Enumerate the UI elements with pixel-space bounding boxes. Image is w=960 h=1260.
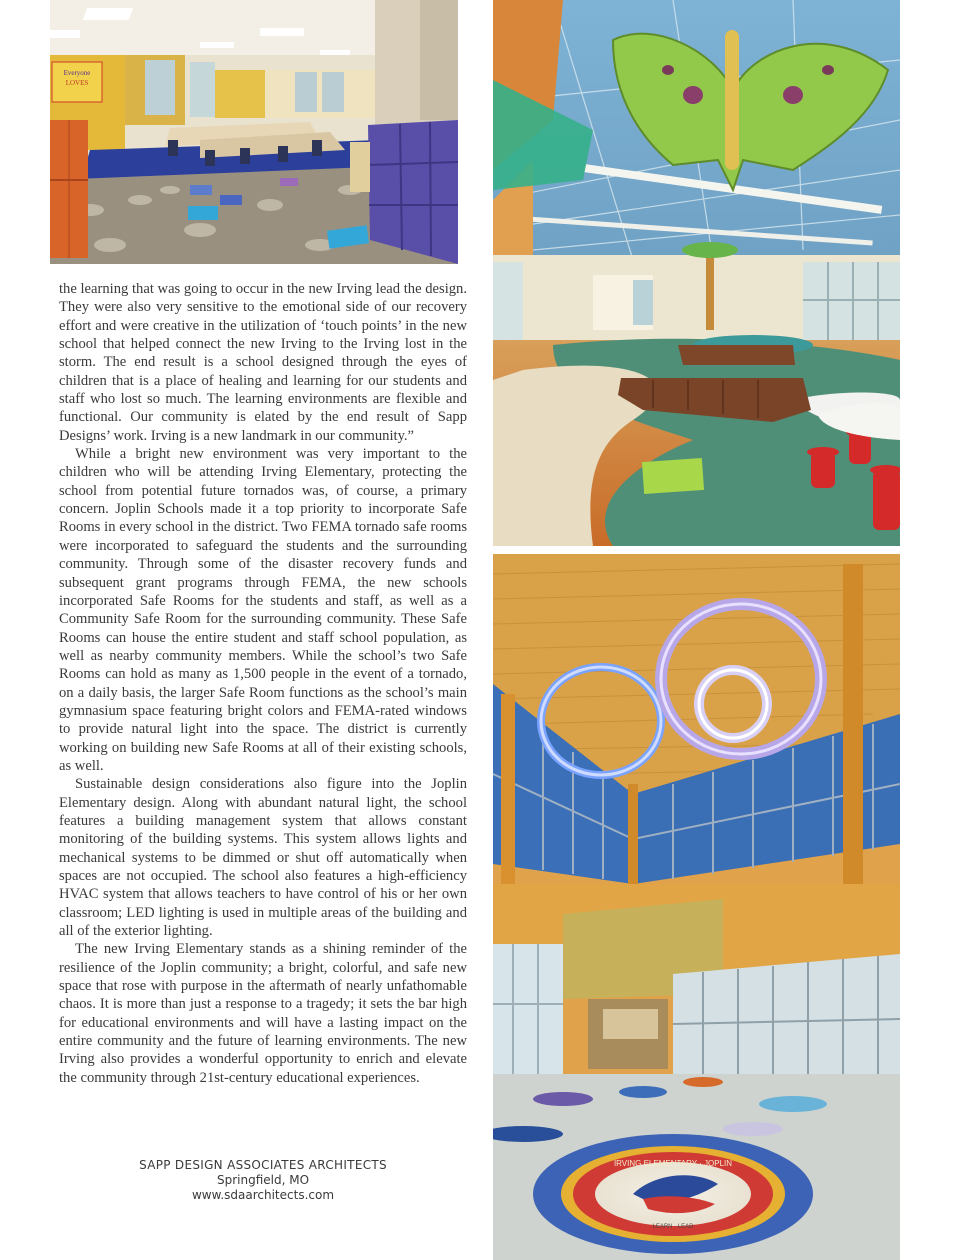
classroom-sign-line1: Everyone [63, 69, 91, 77]
article-paragraph-4: The new Irving Elementary stands as a shining reminder of the resilience of the Joplin community; a bright, colorful, and safe new space that rose with purpose in the aftermath of nearly unfathomable chaos. It is more than just a response to a tragedy; it sets the bar high for educational environments and will have a lasting impact on the entire community and the future of learning environments. The new Irving also provides a wonderful opportunity to enrich and elevate the community through 21st-century educational experiences. [59, 941, 467, 1086]
entry-photo [493, 554, 900, 1260]
entry-image [493, 554, 900, 1260]
article-paragraph-1: the learning that was going to occur in the new Irving lead the design. They were also very sensitive to the emotional side of our recovery effort and were creative in the utilization of ‘touch points’ in the new school that helped connect the new Irving to the Irving lost in the storm. The end result is a school designed through the eyes of children that is a place of healing and learning for our students and staff who lost so much. The learning environments are flexible and functional. Our community is elated by the end result of Sapp Designs’ work. Irving is a new landmark in our community.” [59, 281, 467, 444]
classroom-sign-line2: LOVES [65, 79, 89, 87]
architect-credits [59, 1158, 467, 1203]
firm-location: Springfield, MO [216, 1173, 310, 1187]
firm-name: SAPP DESIGN ASSOCIATES ARCHITECTS [139, 1158, 387, 1172]
commons-image [493, 0, 900, 546]
classroom-photo [50, 0, 458, 264]
logo-motto: LEARN · LEAD [652, 1224, 694, 1230]
commons-photo [493, 0, 900, 546]
logo-ring-text: IRVING ELEMENTARY · JOPLIN [613, 1159, 733, 1168]
article-paragraph-2: While a bright new environment was very important to the children who will be attending Irving Elementary, protecting the school from potential future tornados was, of course, a primary concern. Joplin Schools made it a top priority to incorporate Safe Rooms in every school in the district. Two FEMA tornado safe rooms were incorporated to safeguard the students and the surrounding community. Through some of the disaster recovery funds and subsequent grant programs through FEMA, the new schools incorporated Safe Rooms for the students and staff, as well as a Community Safe Room for the surrounding community. These Safe Rooms can house the entire student and staff school population, as well as nearby community members. While the school’s two Safe Rooms can hold as many as 1,500 people in the event of a tornado, on a daily basis, the larger Safe Room functions as the school’s main gymnasium space featuring bright colors and FEMA-rated windows to provide natural light into the space. The district is currently working on building new Safe Rooms at all of their existing schools, as well. [59, 446, 467, 774]
article-body [59, 280, 467, 1087]
classroom-image [50, 0, 458, 264]
firm-website: www.sdaarchitects.com [191, 1188, 335, 1202]
article-paragraph-3: Sustainable design considerations also figure into the Joplin Elementary design. Along with abundant natural light, the school features a building management system that allows constant monitoring of the building systems. This system allows lights and mechanical systems to be dimmed or shut off automatically when spaces are not occupied. The school also features a high-efficiency HVAC system that allows teachers to have control of his or her own classroom; LED lighting is used in multiple areas of the building and all of the exterior lighting. [59, 776, 467, 940]
